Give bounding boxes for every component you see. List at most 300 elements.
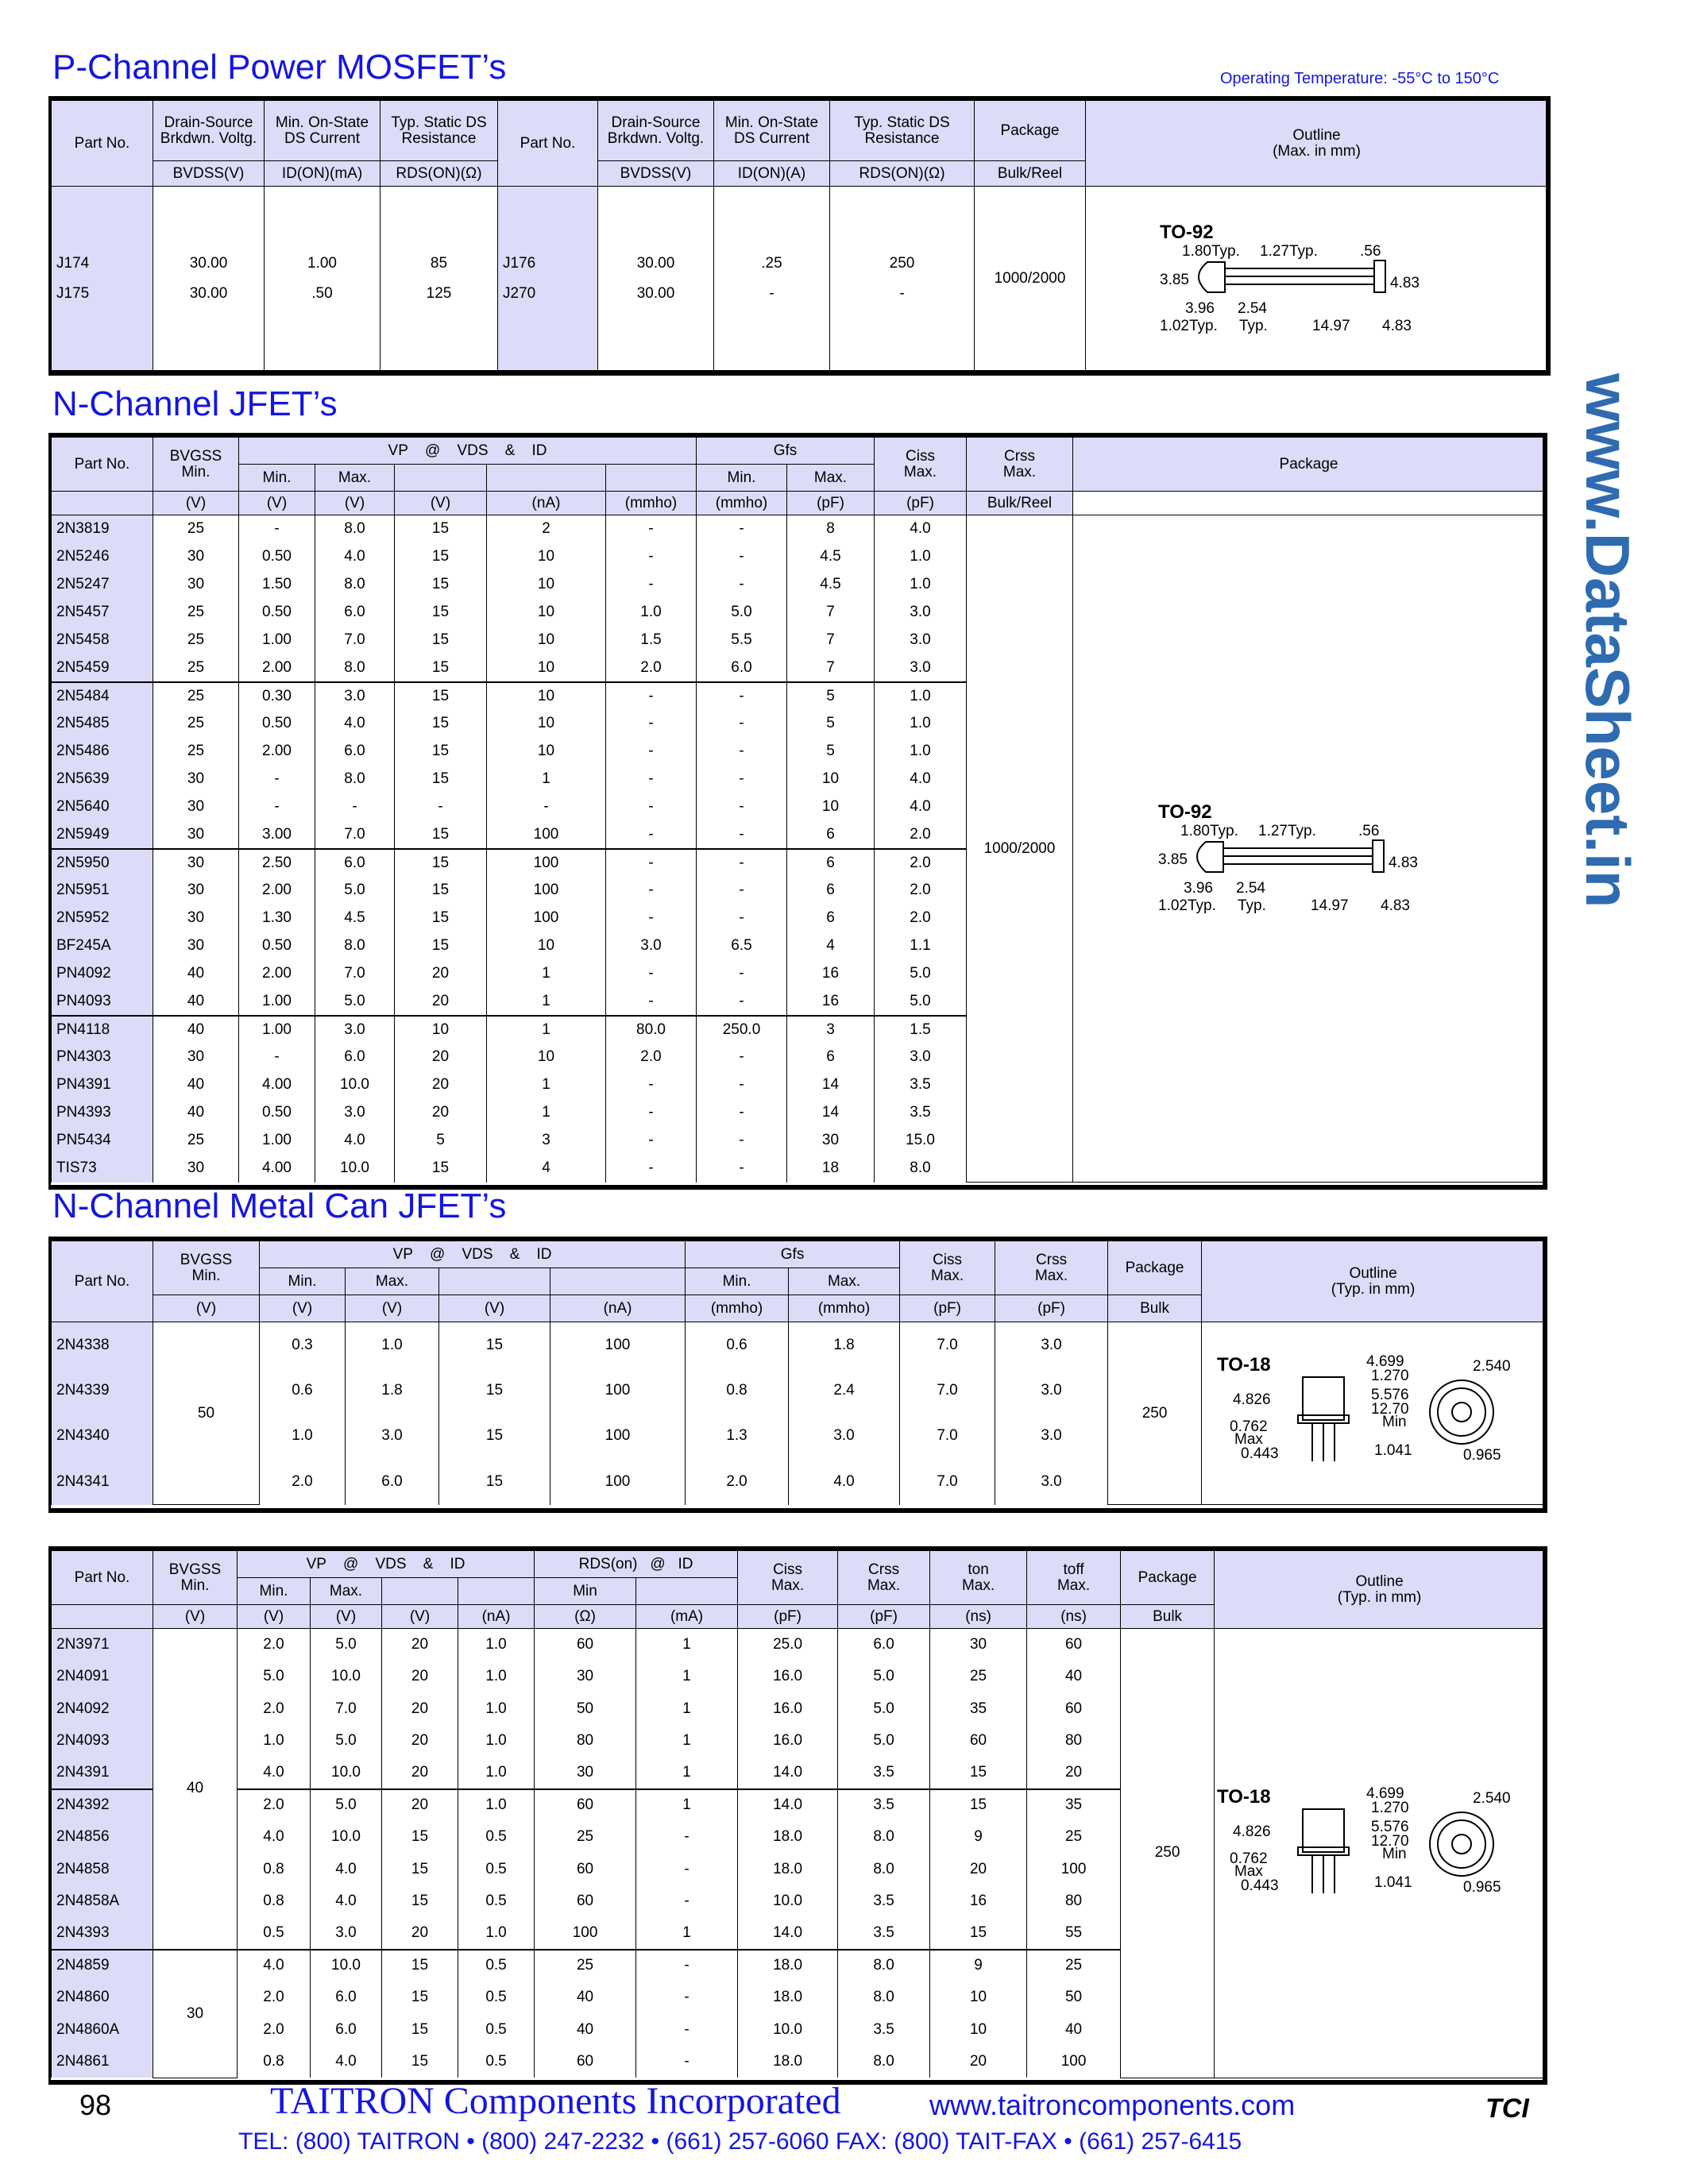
svg-text:1.041: 1.041: [1374, 1874, 1412, 1891]
cell: 1.0: [346, 1322, 439, 1368]
svg-text:Typ.: Typ.: [1239, 318, 1268, 334]
cell: -: [606, 543, 697, 571]
cell: -: [239, 793, 315, 821]
cell: 20: [382, 1692, 458, 1724]
to92-outline-drawing: [1160, 214, 1493, 341]
cell: -: [606, 682, 697, 710]
cell: 2.0: [875, 905, 967, 932]
svg-text:4.83: 4.83: [1389, 855, 1418, 871]
cell: 1.0: [238, 1725, 311, 1757]
cell: 25: [153, 654, 239, 682]
cell: 1: [487, 1016, 606, 1044]
svg-text:4.699: 4.699: [1366, 1785, 1404, 1802]
cell: 3.0: [995, 1368, 1108, 1414]
cell: 1: [487, 960, 606, 988]
cell: 10: [487, 1044, 606, 1071]
table-row: J174 J175: [52, 187, 153, 371]
to18-label: TO-18: [1217, 1354, 1271, 1376]
cell: 1.8: [789, 1322, 900, 1368]
cell: 10.0: [315, 1071, 395, 1099]
cell: 35: [1027, 1789, 1121, 1821]
cell: 15: [439, 1414, 550, 1460]
cell: 7: [787, 599, 875, 627]
cell: 2.0: [875, 849, 967, 877]
part-number: 2N5485: [52, 710, 153, 738]
cell: 10.0: [311, 1821, 382, 1853]
cell: 4.0: [238, 1821, 311, 1853]
cell: 30: [787, 1127, 875, 1155]
hdr-crss: Crss Max.: [967, 438, 1073, 492]
cell: 8.0: [838, 1950, 930, 1981]
svg-text:2.540: 2.540: [1473, 1790, 1511, 1807]
package-value: 250: [1121, 1629, 1215, 2078]
cell: 100: [535, 1917, 636, 1949]
hdr-id: Min. On-State DS Current: [265, 101, 380, 161]
cell: 2.0: [686, 1459, 789, 1505]
cell: 1.5: [875, 1016, 967, 1044]
cell: 1: [636, 1692, 738, 1724]
cell: 30: [153, 543, 239, 571]
cell: 16: [787, 988, 875, 1016]
package-value: 250: [1108, 1322, 1202, 1505]
cell: 5.5: [697, 627, 787, 654]
cell: -: [697, 515, 787, 543]
cell: 4.00: [239, 1155, 315, 1183]
cell: 100: [487, 877, 606, 905]
cell: 1.00: [239, 1127, 315, 1155]
hdr-vp-group: VP @ VDS & ID: [238, 1551, 535, 1578]
cell: 7.0: [311, 1692, 382, 1724]
cell: 1.3: [686, 1414, 789, 1460]
cell: 40: [1027, 1661, 1121, 1692]
cell: 16.0: [738, 1661, 838, 1692]
cell: -: [606, 571, 697, 599]
cell: 15: [382, 1853, 458, 1885]
company-url[interactable]: www.taitroncomponents.com: [929, 2089, 1296, 2121]
cell: 4.0: [315, 710, 395, 738]
section-title-metal-can-jfet: N-Channel Metal Can JFET’s: [52, 1187, 507, 1225]
cell: 0.5: [458, 2046, 535, 2078]
section-title-nchannel-jfet: N-Channel JFET’s: [52, 384, 338, 423]
cell: 25: [153, 627, 239, 654]
cell: -: [636, 1885, 738, 1917]
cell: 15: [395, 932, 487, 960]
cell: 2.00: [239, 738, 315, 766]
cell: -: [606, 1071, 697, 1099]
hdr-id-2: Min. On-State DS Current: [714, 101, 830, 161]
cell: 4.5: [787, 571, 875, 599]
svg-text:3.96: 3.96: [1185, 300, 1215, 317]
part-number: 2N4092: [52, 1692, 153, 1724]
to18-outline-drawing: [1215, 1350, 1517, 1477]
cell: 18.0: [738, 1853, 838, 1885]
cell: -: [697, 849, 787, 877]
part-number: PN4391: [52, 1071, 153, 1099]
cell: 2.0: [875, 877, 967, 905]
cell: 15: [439, 1368, 550, 1414]
cell: 4.0: [238, 1757, 311, 1788]
svg-text:4.699: 4.699: [1366, 1353, 1404, 1370]
cell: 4.5: [315, 905, 395, 932]
cell: 3.0: [875, 1044, 967, 1071]
part-number: 2N4338: [52, 1322, 153, 1368]
cell: -: [395, 793, 487, 821]
cell: 7.0: [315, 960, 395, 988]
cell: 1.8: [346, 1368, 439, 1414]
cell: 10: [487, 682, 606, 710]
cell: 1.0: [458, 1757, 535, 1788]
cell: -: [697, 738, 787, 766]
cell: 25.0: [738, 1629, 838, 1661]
cell: 15: [382, 2014, 458, 2046]
cell: 1.30: [239, 905, 315, 932]
cell: 25: [153, 738, 239, 766]
part-number: 2N4861: [52, 2046, 153, 2078]
hdr-outline: Outline (Typ. in mm): [1215, 1551, 1545, 1629]
svg-text:2.54: 2.54: [1236, 880, 1265, 897]
metal-can-jfet-table-2: Part No. BVGSS Min. VP @ VDS & ID RDS(on) @ ID Ciss Max. Crss Max. ton Max. toff Max. Package Outline (Typ. in mm) Min. Max. Min (V) (V) (V) (V) (nA) (Ω) (mA) (pF) (pF) (ns) (ns) Bulk 2N3971 40 2.0 5.0 20 1.0 60 1 25.0 6.0 30 60 250 2N4091 5.0 10.0 20 1.0 30 1 16.0 5.0 25 40 2N4092 2.0 7.0 20 1.0 50 1 16.0 5.0 35 60 2N4093 1.0 5.0 20 1.0 80 1 16.0 5.0 60 80 2N4391 4.0 10.0 20 1.0 30 1 14.0 3.5 15 20 2N4392 2.0 5.0 20 1.0 60 1 14.0 3.5 15 35 2N4856 4.0 10.0 15 0.5 25 - 18.0 8.0 9 25 2N4858 0.8 4.0 15 0.5 60 - 18.0 8.0 20 100 2N4858A 0.8 4.0 15 0.5 60 - 10.0 3.5 16 80 2N4393 0.5 3.0 20 1.0 100 1 14.0 3.5 15 55 2N4859 30 4.0 10.0 15 0.5 25 - 18.0 8.0 9 25 2N4860 2.0 6.0 15 0.5 40 - 18.0 8.0 10 50 2N4860A 2.0 6.0 15 0.5 40 - 10.0 3.5 10 40 2N4861 0.8 4.0 15 0.5 60 - 18.0 8.0 20 100: [51, 1550, 1545, 2078]
cell: 10: [487, 654, 606, 682]
cell: 15: [395, 599, 487, 627]
part-number: 2N3819: [52, 515, 153, 543]
cell: 8.0: [315, 932, 395, 960]
cell: 3.5: [838, 1885, 930, 1917]
cell: -: [636, 2046, 738, 2078]
cell: 30: [153, 1044, 239, 1071]
part-number: 2N4340: [52, 1414, 153, 1460]
cell: 20: [382, 1661, 458, 1692]
cell: 20: [1027, 1757, 1121, 1788]
cell: 40: [1027, 2014, 1121, 2046]
svg-text:Max: Max: [1234, 1863, 1263, 1880]
cell: 40: [153, 1099, 239, 1127]
cell: 5.0: [838, 1692, 930, 1724]
cell: 8.0: [838, 1821, 930, 1853]
part-number: 2N4091: [52, 1661, 153, 1692]
unit-id: ID(ON)(mA): [265, 161, 380, 187]
part-number: 2N4391: [52, 1757, 153, 1788]
cell: 2.0: [238, 1692, 311, 1724]
cell: 0.30: [239, 682, 315, 710]
svg-text:1.02Typ.: 1.02Typ.: [1160, 318, 1218, 334]
part-number: 2N4860: [52, 1981, 153, 2013]
cell: 8.0: [315, 654, 395, 682]
hdr-crss: Crss Max.: [838, 1551, 930, 1605]
cell: 14: [787, 1071, 875, 1099]
cell: 7.0: [315, 627, 395, 654]
cell: 4.5: [787, 543, 875, 571]
svg-text:.56: .56: [1360, 243, 1381, 260]
part-number: 2N5486: [52, 738, 153, 766]
cell: 0.6: [260, 1368, 346, 1414]
cell: 2.00: [239, 877, 315, 905]
cell: 10: [487, 738, 606, 766]
cell: 6.0: [315, 849, 395, 877]
page-number: 98: [79, 2089, 112, 2121]
cell: 1: [636, 1917, 738, 1949]
cell: 1.0: [458, 1917, 535, 1949]
cell: 4.0: [875, 793, 967, 821]
cell: 10: [487, 571, 606, 599]
cell: 15: [382, 2046, 458, 2078]
svg-text:4.826: 4.826: [1233, 1391, 1271, 1408]
cell: 14.0: [738, 1917, 838, 1949]
cell: 60: [535, 1789, 636, 1821]
cell: 14.0: [738, 1789, 838, 1821]
cell: -: [606, 515, 697, 543]
cell: 3.0: [606, 932, 697, 960]
cell: 8.0: [315, 571, 395, 599]
cell: 0.5: [458, 1885, 535, 1917]
cell: 1.5: [606, 627, 697, 654]
svg-text:1.270: 1.270: [1371, 1800, 1409, 1816]
cell: 15: [382, 1885, 458, 1917]
svg-text:1.27Typ.: 1.27Typ.: [1258, 823, 1316, 839]
cell: 1.0: [875, 710, 967, 738]
part-number: 2N5950: [52, 849, 153, 877]
svg-text:4.83: 4.83: [1382, 318, 1412, 334]
contact-line: TEL: (800) TAITRON • (800) 247-2232 • (661) 257-6060 FAX: (800) TAIT-FAX • (661) 257-6415: [238, 2128, 1242, 2155]
part-number: PN4093: [52, 988, 153, 1016]
cell: 10: [930, 2014, 1027, 2046]
cell: 16.0: [738, 1692, 838, 1724]
cell: 40: [153, 1016, 239, 1044]
cell: -: [697, 710, 787, 738]
cell: 4.0: [311, 2046, 382, 2078]
cell: 2.0: [606, 654, 697, 682]
cell: 20: [930, 2046, 1027, 2078]
cell: 3.0: [315, 1016, 395, 1044]
cell: -: [606, 1155, 697, 1183]
cell: 2.0: [238, 1981, 311, 2013]
cell: 6: [787, 1044, 875, 1071]
cell: 3.0: [995, 1414, 1108, 1460]
cell: 2.0: [875, 821, 967, 849]
cell: 10.0: [311, 1757, 382, 1788]
cell: 5.0: [315, 988, 395, 1016]
cell: 3.0: [346, 1414, 439, 1460]
cell: 1.0: [260, 1414, 346, 1460]
hdr-bv-2: Drain-Source Brkdwn. Voltg.: [598, 101, 714, 161]
cell: 20: [395, 960, 487, 988]
cell: 6.0: [311, 2014, 382, 2046]
cell: 14: [787, 1099, 875, 1127]
svg-text:12.70: 12.70: [1371, 1833, 1409, 1850]
part-number: 2N5459: [52, 654, 153, 682]
cell: 20: [382, 1725, 458, 1757]
cell: 18.0: [738, 2046, 838, 2078]
cell: -: [606, 1127, 697, 1155]
part-number: 2N4093: [52, 1725, 153, 1757]
cell: 4.0: [875, 515, 967, 543]
cell: 5: [787, 710, 875, 738]
hdr-bv: Drain-Source Brkdwn. Voltg.: [153, 101, 265, 161]
hdr-part-no-2: Part No.: [498, 101, 598, 187]
cell: -: [697, 988, 787, 1016]
cell: 10: [487, 932, 606, 960]
cell: 0.50: [239, 932, 315, 960]
cell: 2.0: [238, 1789, 311, 1821]
cell: 15: [382, 1950, 458, 1981]
cell: 100: [1027, 1853, 1121, 1885]
cell: 20: [395, 988, 487, 1016]
svg-text:1.270: 1.270: [1371, 1368, 1409, 1384]
cell: 1: [487, 1071, 606, 1099]
cell: 40: [535, 2014, 636, 2046]
cell: -: [315, 793, 395, 821]
cell: 1: [487, 988, 606, 1016]
cell: 6.0: [315, 1044, 395, 1071]
hdr-part-no: Part No.: [52, 1551, 153, 1605]
cell: 30: [153, 1155, 239, 1183]
cell: 10: [787, 766, 875, 793]
cell: 0.5: [458, 1821, 535, 1853]
cell: 80.0: [606, 1016, 697, 1044]
part-number: 2N4860A: [52, 2014, 153, 2046]
cell: -: [606, 738, 697, 766]
hdr-ton: ton Max.: [930, 1551, 1027, 1605]
cell: 7.0: [900, 1368, 995, 1414]
cell: -: [239, 766, 315, 793]
cell: 10: [487, 599, 606, 627]
svg-text:1.27Typ.: 1.27Typ.: [1260, 243, 1318, 260]
cell: 18: [787, 1155, 875, 1183]
cell: 0.6: [686, 1322, 789, 1368]
part-number: 2N3971: [52, 1629, 153, 1661]
cell: 18.0: [738, 1950, 838, 1981]
hdr-package: Package: [1108, 1241, 1202, 1295]
cell: 7.0: [900, 1414, 995, 1460]
cell: -: [606, 905, 697, 932]
cell: -: [239, 1044, 315, 1071]
cell: -: [606, 849, 697, 877]
cell: 20: [930, 1853, 1027, 1885]
cell: 30: [153, 905, 239, 932]
part-number: PN5434: [52, 1127, 153, 1155]
cell: 10: [395, 1016, 487, 1044]
cell: 80: [535, 1725, 636, 1757]
hdr-rds: Typ. Static DS Resistance: [380, 101, 498, 161]
cell: 6.0: [346, 1459, 439, 1505]
cell: 80: [1027, 1885, 1121, 1917]
cell: 3.5: [875, 1099, 967, 1127]
svg-text:14.97: 14.97: [1311, 897, 1349, 914]
svg-text:2.540: 2.540: [1473, 1358, 1511, 1375]
part-number: 2N4856: [52, 1821, 153, 1853]
part-number: PN4118: [52, 1016, 153, 1044]
cell: 3.5: [875, 1071, 967, 1099]
to92-label: TO-92: [1158, 801, 1212, 823]
cell: 25: [153, 1127, 239, 1155]
to18-label: TO-18: [1217, 1786, 1271, 1808]
cell: 3.0: [315, 1099, 395, 1127]
cell: 60: [535, 1629, 636, 1661]
cell: 25: [153, 682, 239, 710]
cell: 25: [153, 599, 239, 627]
cell: 1.0: [606, 599, 697, 627]
cell: 5.0: [875, 960, 967, 988]
cell: 15: [439, 1322, 550, 1368]
cell: 30: [535, 1661, 636, 1692]
cell: 15: [395, 766, 487, 793]
cell: -: [697, 682, 787, 710]
cell: 5: [395, 1127, 487, 1155]
cell: 15: [930, 1789, 1027, 1821]
cell: 15: [395, 543, 487, 571]
hdr-bvgss: BVGSS Min.: [153, 1241, 260, 1295]
hdr-vp-group: VP @ VDS & ID: [239, 438, 697, 465]
cell: 60: [535, 1853, 636, 1885]
cell: 1.0: [458, 1661, 535, 1692]
cell: -: [636, 2014, 738, 2046]
cell: 10: [487, 710, 606, 738]
cell: 30: [153, 849, 239, 877]
cell: 3.0: [875, 654, 967, 682]
cell: 15: [395, 738, 487, 766]
cell: 10: [930, 1981, 1027, 2013]
cell: 15: [395, 821, 487, 849]
cell: 16.0: [738, 1725, 838, 1757]
cell: -: [697, 1044, 787, 1071]
cell: 0.8: [686, 1368, 789, 1414]
svg-text:Typ.: Typ.: [1238, 897, 1266, 914]
cell: 20: [395, 1071, 487, 1099]
cell: 9: [930, 1950, 1027, 1981]
cell: 10.0: [311, 1661, 382, 1692]
cell: 100: [550, 1414, 686, 1460]
nchannel-jfet-table: Part No. BVGSS Min. VP @ VDS & ID Gfs Ciss Max. Crss Max. Package Min. Max. Min. Max. (V) (V) (V) (V) (nA) (mmho) (mmho) (pF) (pF) Bulk/Reel 2N3819 25 - 8.0 15 2 - - 8 4.0 1000/2000 2N5246 30 0.50 4.0 15 10 - - 4.5 1.0 2N5247 30 1.50 8.0 15 10 - - 4.5 1.0 2N5457 25 0.50 6.0 15 10 1.0 5.0 7 3.0 2N5458 25 1.00 7.0 15 10 1.5 5.5 7 3.0 2N5459 25 2.00 8.0 15 10 2.0 6.0 7 3.0 2N5484 25 0.30 3.0 15 10 - - 5 1.0 2N5485 25 0.50 4.0 15 10 - - 5 1.0 2N5486 25 2.00 6.0 15 10 - - 5 1.0 2N5639 30 - 8.0 15 1 - - 10 4.0 2N5640 30 - - - - - - 10 4.0 2N5949 30 3.00 7.0 15 100 - - 6 2.0 2N5950 30 2.50 6.0 15 100 - - 6 2.0 2N5951 30 2.00 5.0 15 100 - - 6 2.0 2N5952 30 1.30 4.5 15 100 - - 6 2.0 BF245A 30 0.50 8.0 15 10 3.0 6.5 4 1.1 PN4092 40 2.00 7.0 20 1 - - 16 5.0 PN4093 40 1.00 5.0 20 1 - - 16 5.0 PN4118 40 1.00 3.0 10 1 80.0 250.0 3 1.5 PN4303 30 - 6.0 20 10 2.0 - 6 3.0 PN4391 40 4.00 10.0 20 1 - - 14 3.5 PN4393 40 0.50 3.0 20 1 - - 14 3.5 PN5434 25 1.00 4.0 5 3 - - 30 15.0 TIS73 30 4.00 10.0 15 4 - - 18 8.0: [51, 437, 1545, 1183]
cell: 1: [487, 1099, 606, 1127]
cell: 3.0: [875, 627, 967, 654]
bvgss-value: 30: [153, 1950, 238, 2078]
cell: 0.5: [458, 1981, 535, 2013]
hdr-crss: Crss Max.: [995, 1241, 1108, 1295]
cell: 60: [535, 2046, 636, 2078]
cell: 5.0: [838, 1725, 930, 1757]
cell: 0.3: [260, 1322, 346, 1368]
cell: -: [697, 571, 787, 599]
to18-outline-drawing-2: [1215, 1782, 1517, 1909]
cell: 10: [487, 543, 606, 571]
hdr-gfs: Gfs: [686, 1241, 900, 1268]
cell: 30: [930, 1629, 1027, 1661]
svg-text:3.96: 3.96: [1184, 880, 1213, 897]
cell: 15: [395, 1155, 487, 1183]
cell: 6.5: [697, 932, 787, 960]
unit-bv-2: BVDSS(V): [598, 161, 714, 187]
cell: 4: [487, 1155, 606, 1183]
hdr-bvgss: BVGSS Min.: [153, 438, 239, 492]
part-number: BF245A: [52, 932, 153, 960]
cell: -: [697, 877, 787, 905]
cell: 15: [395, 877, 487, 905]
cell: 2: [487, 515, 606, 543]
svg-text:4.83: 4.83: [1381, 897, 1410, 914]
cell: 40: [153, 988, 239, 1016]
cell: -: [697, 821, 787, 849]
cell: 100: [550, 1459, 686, 1505]
hdr-ciss: Ciss Max.: [875, 438, 967, 492]
cell: 18.0: [738, 1981, 838, 2013]
cell: 6: [787, 849, 875, 877]
cell: 7.0: [315, 821, 395, 849]
cell: 25: [1027, 1821, 1121, 1853]
cell: 4.0: [315, 1127, 395, 1155]
cell: 6: [787, 877, 875, 905]
cell: 5.0: [311, 1629, 382, 1661]
cell: 30: [153, 821, 239, 849]
hdr-rds-2: Typ. Static DS Resistance: [830, 101, 975, 161]
